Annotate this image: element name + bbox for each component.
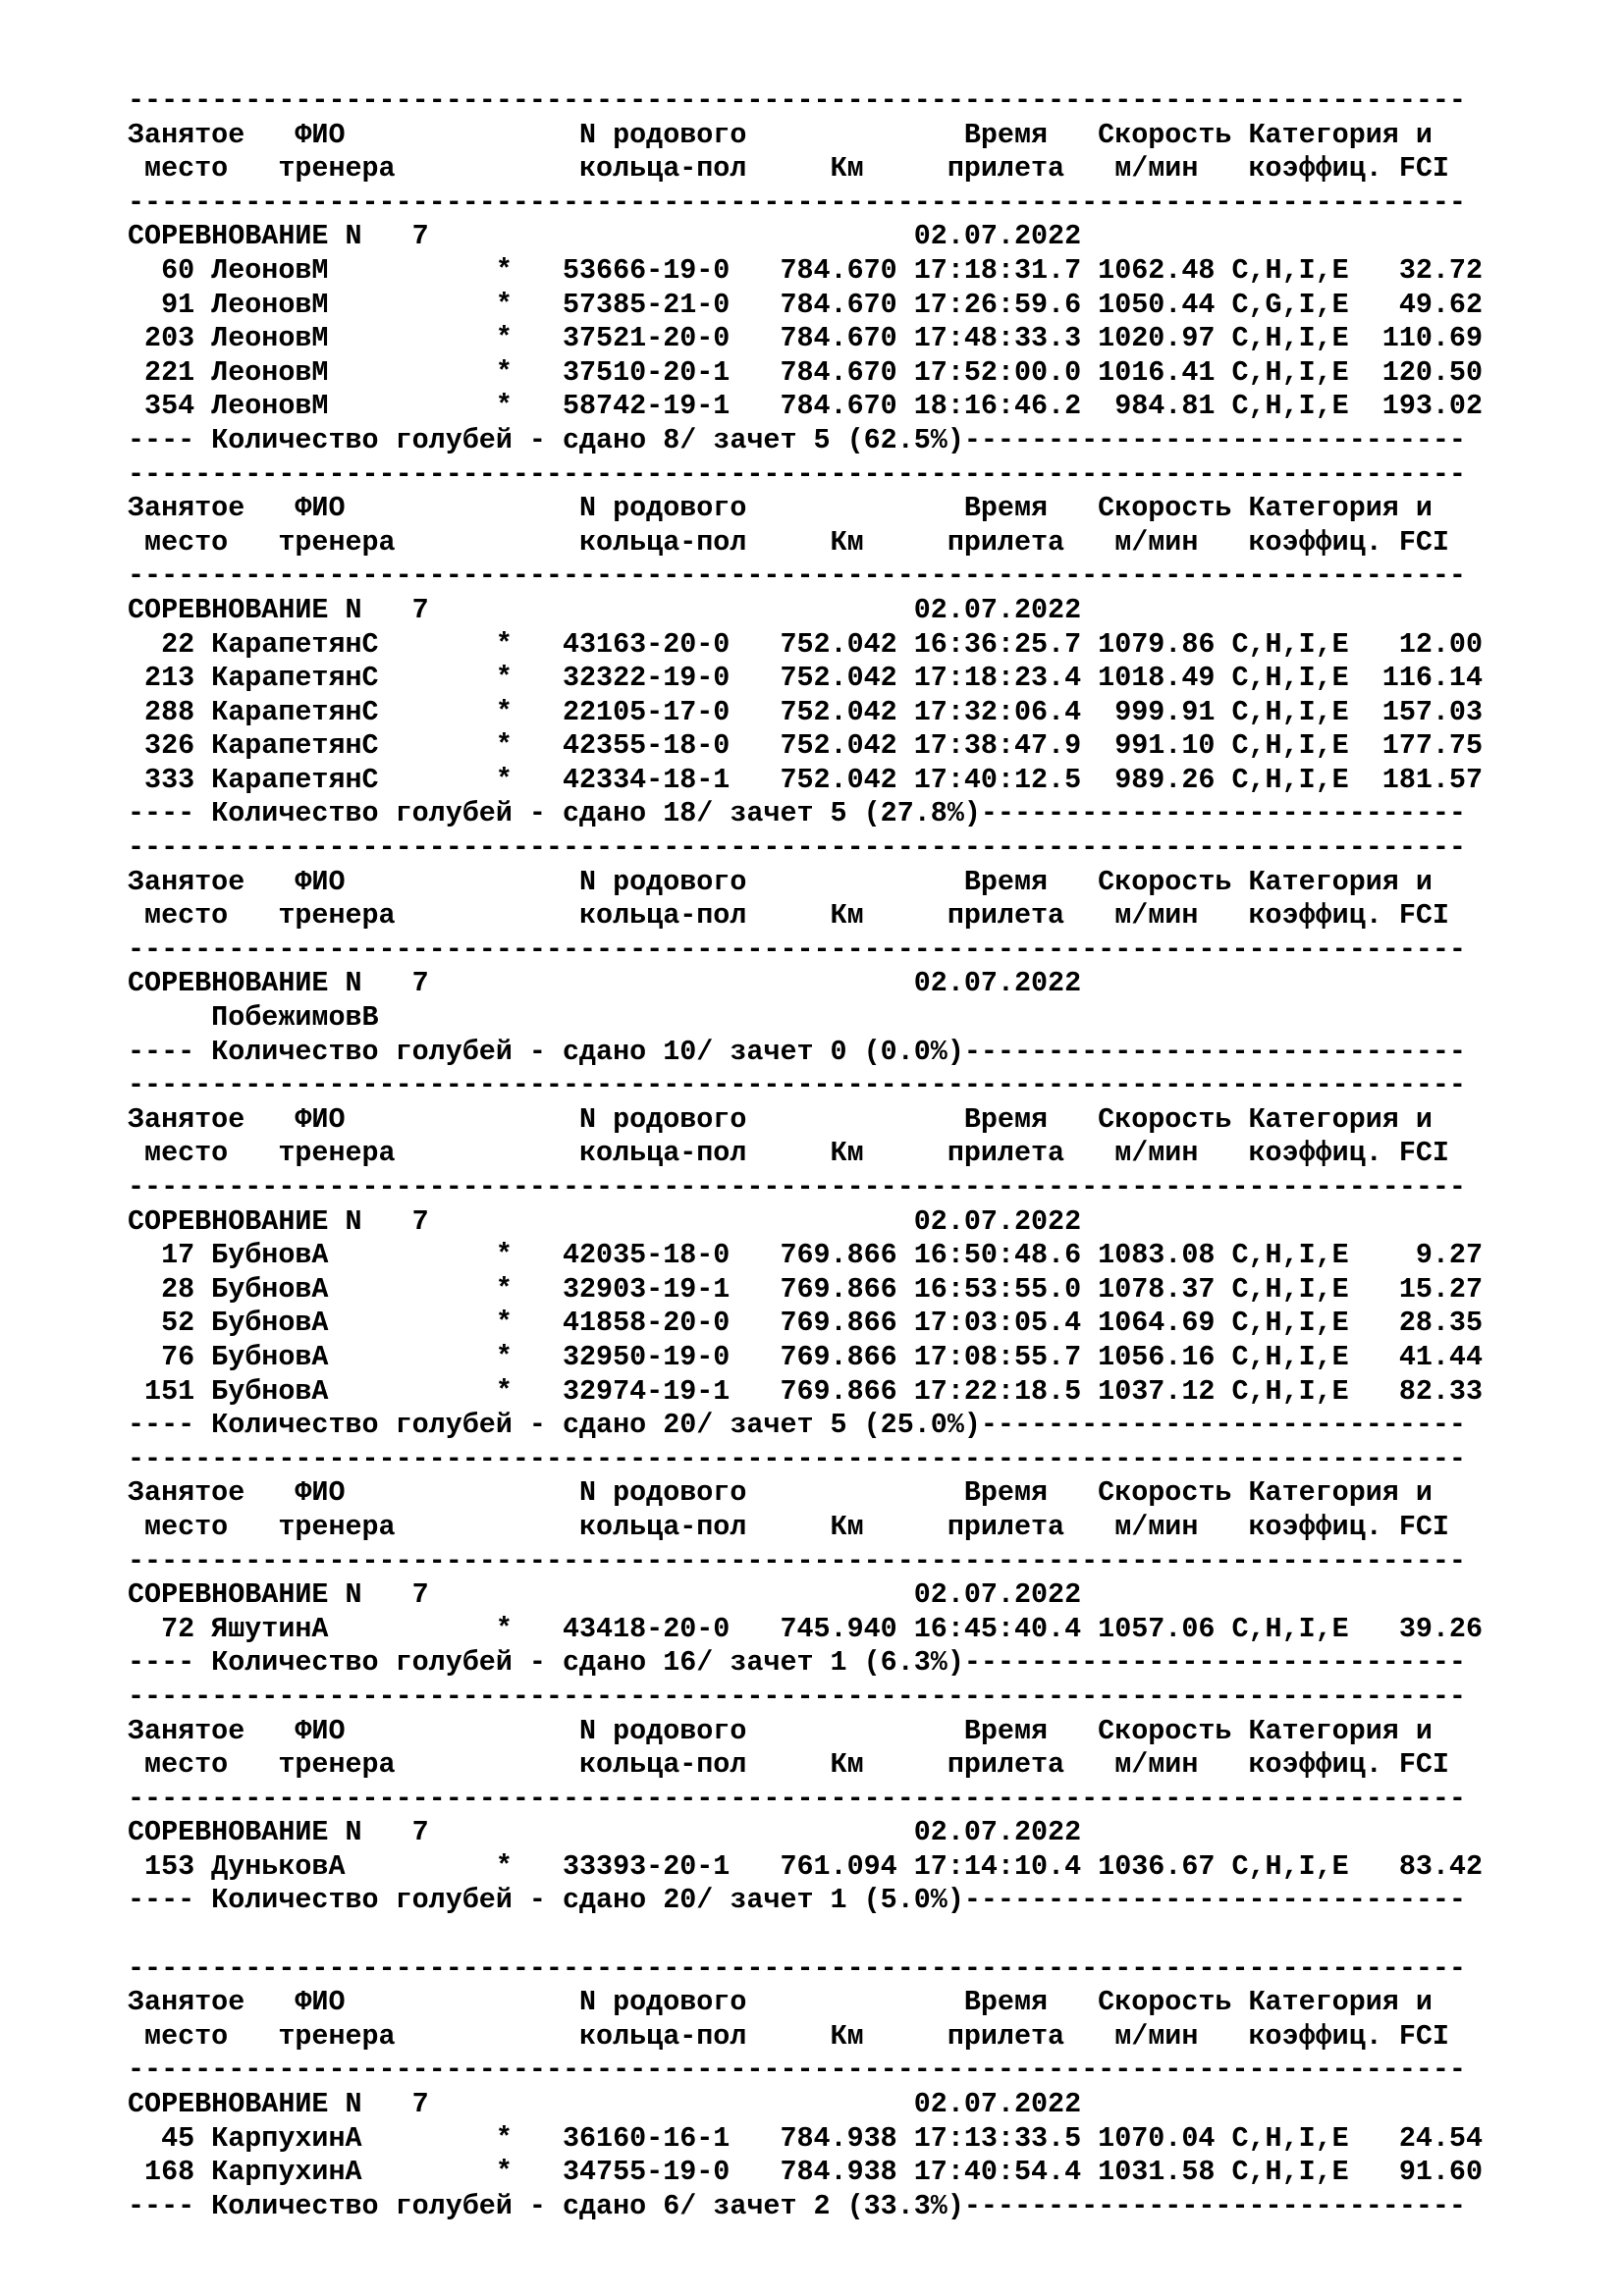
result-row: 333 КарапетянС * 42334-18-1 752.042 17:40:12.5 989.26 C,H,I,E 181.57 [128, 763, 1484, 796]
summary-line: ---- Количество голубей - сдано 8/ зачет 5 (62.5%)------------------------------ [128, 423, 1466, 456]
summary-line: ---- Количество голубей - сдано 16/ зачет 1 (6.3%)------------------------------ [128, 1646, 1466, 1680]
competition-section [128, 458, 1483, 832]
competition-section [128, 84, 1483, 458]
competition-title: СОРЕВНОВАНИЕ N 7 02.07.2022 [128, 2088, 1082, 2121]
result-row: 151 БубновА * 32974-19-1 769.866 17:22:18.5 1037.12 C,H,I,E 82.33 [128, 1374, 1484, 1408]
competition-section [128, 1443, 1483, 1681]
result-row: 60 ЛеоновМ * 53666-19-0 784.670 17:18:31.7 1062.48 C,H,I,E 32.72 [128, 253, 1484, 287]
competition-title: СОРЕВНОВАНИЕ N 7 02.07.2022 [128, 593, 1082, 626]
column-header-line-2: место тренера кольца-пол Км прилета м/мин коэффиц. FCI [128, 152, 1449, 186]
competition-section [128, 831, 1483, 1069]
result-row: 153 ДуньковА * 33393-20-1 761.094 17:14:10.4 1036.67 C,H,I,E 83.42 [128, 1849, 1484, 1883]
rule-line: -------------------------------------------------------------------------------- [128, 1069, 1466, 1102]
column-header-line-1: Занятое ФИО N родового Время Скорость Категория и [128, 118, 1433, 151]
column-header-line-1: Занятое ФИО N родового Время Скорость Категория и [128, 1714, 1433, 1747]
spacer [128, 1918, 1483, 1952]
rule-line: -------------------------------------------------------------------------------- [128, 1782, 1466, 1815]
summary-line: ---- Количество голубей - сдано 6/ зачет 2 (33.3%)------------------------------ [128, 2189, 1466, 2222]
competition-title: СОРЕВНОВАНИЕ N 7 02.07.2022 [128, 1816, 1082, 1849]
result-row: 326 КарапетянС * 42355-18-0 752.042 17:38:47.9 991.10 C,H,I,E 177.75 [128, 729, 1484, 763]
competition-title: СОРЕВНОВАНИЕ N 7 02.07.2022 [128, 1204, 1082, 1238]
rule-line: -------------------------------------------------------------------------------- [128, 1680, 1466, 1713]
result-row: 17 БубновА * 42035-18-0 769.866 16:50:48.6 1083.08 C,H,I,E 9.27 [128, 1239, 1484, 1272]
rule-line: -------------------------------------------------------------------------------- [128, 560, 1466, 593]
column-header-line-2: место тренера кольца-пол Км прилета м/мин коэффиц. FCI [128, 525, 1449, 559]
result-row: 221 ЛеоновМ * 37510-20-1 784.670 17:52:00.0 1016.41 C,H,I,E 120.50 [128, 355, 1484, 389]
column-header-line-1: Занятое ФИО N родового Время Скорость Категория и [128, 865, 1433, 898]
results-document [128, 84, 1483, 2223]
result-row: 22 КарапетянС * 43163-20-0 752.042 16:36:25.7 1079.86 C,H,I,E 12.00 [128, 627, 1484, 661]
column-header-line-1: Занятое ФИО N родового Время Скорость Категория и [128, 1102, 1433, 1136]
result-row: 72 ЯшутинА * 43418-20-0 745.940 16:45:40.4 1057.06 C,H,I,E 39.26 [128, 1612, 1484, 1645]
result-row: 91 ЛеоновМ * 57385-21-0 784.670 17:26:59.6 1050.44 C,G,I,E 49.62 [128, 288, 1484, 321]
result-row: 52 БубновА * 41858-20-0 769.866 17:03:05.4 1064.69 C,H,I,E 28.35 [128, 1307, 1484, 1340]
result-row: 168 КарпухинА * 34755-19-0 784.938 17:40:54.4 1031.58 C,H,I,E 91.60 [128, 2156, 1484, 2189]
result-row: 288 КарапетянС * 22105-17-0 752.042 17:32:06.4 999.91 C,H,I,E 157.03 [128, 695, 1484, 728]
column-header-line-2: место тренера кольца-пол Км прилета м/мин коэффиц. FCI [128, 2019, 1449, 2053]
rule-line: -------------------------------------------------------------------------------- [128, 1951, 1466, 1985]
result-row: ПобежимовВ [128, 1001, 379, 1035]
competition-section [128, 1918, 1483, 2223]
rule-line: -------------------------------------------------------------------------------- [128, 1171, 1466, 1203]
column-header-line-2: место тренера кольца-пол Км прилета м/мин коэффиц. FCI [128, 1748, 1449, 1782]
rule-line: -------------------------------------------------------------------------------- [128, 186, 1466, 219]
column-header-line-1: Занятое ФИО N родового Время Скорость Категория и [128, 1986, 1433, 2019]
result-row: 213 КарапетянС * 32322-19-0 752.042 17:18:23.4 1018.49 C,H,I,E 116.14 [128, 662, 1484, 695]
column-header-line-2: место тренера кольца-пол Км прилета м/мин коэффиц. FCI [128, 1510, 1449, 1543]
competition-section [128, 1681, 1483, 1918]
competition-title: СОРЕВНОВАНИЕ N 7 02.07.2022 [128, 967, 1082, 1000]
rule-line: -------------------------------------------------------------------------------- [128, 933, 1466, 966]
result-row: 203 ЛеоновМ * 37521-20-0 784.670 17:48:33.3 1020.97 C,H,I,E 110.69 [128, 322, 1484, 355]
summary-line: ---- Количество голубей - сдано 20/ зачет 5 (25.0%)----------------------------- [128, 1409, 1466, 1442]
rule-line: -------------------------------------------------------------------------------- [128, 1544, 1466, 1577]
result-row: 28 БубновА * 32903-19-1 769.866 16:53:55.0 1078.37 C,H,I,E 15.27 [128, 1272, 1484, 1306]
column-header-line-1: Занятое ФИО N родового Время Скорость Категория и [128, 492, 1433, 525]
summary-line: ---- Количество голубей - сдано 20/ зачет 1 (5.0%)------------------------------ [128, 1884, 1466, 1917]
rule-line: -------------------------------------------------------------------------------- [128, 831, 1466, 865]
competition-title: СОРЕВНОВАНИЕ N 7 02.07.2022 [128, 1578, 1082, 1612]
summary-line: ---- Количество голубей - сдано 10/ зачет 0 (0.0%)------------------------------ [128, 1035, 1466, 1068]
result-row: 354 ЛеоновМ * 58742-19-1 784.670 18:16:46.2 984.81 C,H,I,E 193.02 [128, 390, 1484, 423]
result-row: 45 КарпухинА * 36160-16-1 784.938 17:13:33.5 1070.04 C,H,I,E 24.54 [128, 2121, 1484, 2155]
column-header-line-2: место тренера кольца-пол Км прилета м/мин коэффиц. FCI [128, 1137, 1449, 1170]
competition-title: СОРЕВНОВАНИЕ N 7 02.07.2022 [128, 220, 1082, 253]
rule-line: -------------------------------------------------------------------------------- [128, 84, 1466, 117]
result-row: 76 БубновА * 32950-19-0 769.866 17:08:55.7 1056.16 C,H,I,E 41.44 [128, 1340, 1484, 1373]
rule-line: -------------------------------------------------------------------------------- [128, 457, 1466, 491]
rule-line: -------------------------------------------------------------------------------- [128, 1442, 1466, 1475]
competition-section [128, 1069, 1483, 1443]
column-header-line-2: место тренера кольца-пол Км прилета м/мин коэффиц. FCI [128, 899, 1449, 933]
column-header-line-1: Занятое ФИО N родового Время Скорость Категория и [128, 1476, 1433, 1510]
summary-line: ---- Количество голубей - сдано 18/ зачет 5 (27.8%)----------------------------- [128, 797, 1466, 830]
rule-line: -------------------------------------------------------------------------------- [128, 2054, 1466, 2087]
